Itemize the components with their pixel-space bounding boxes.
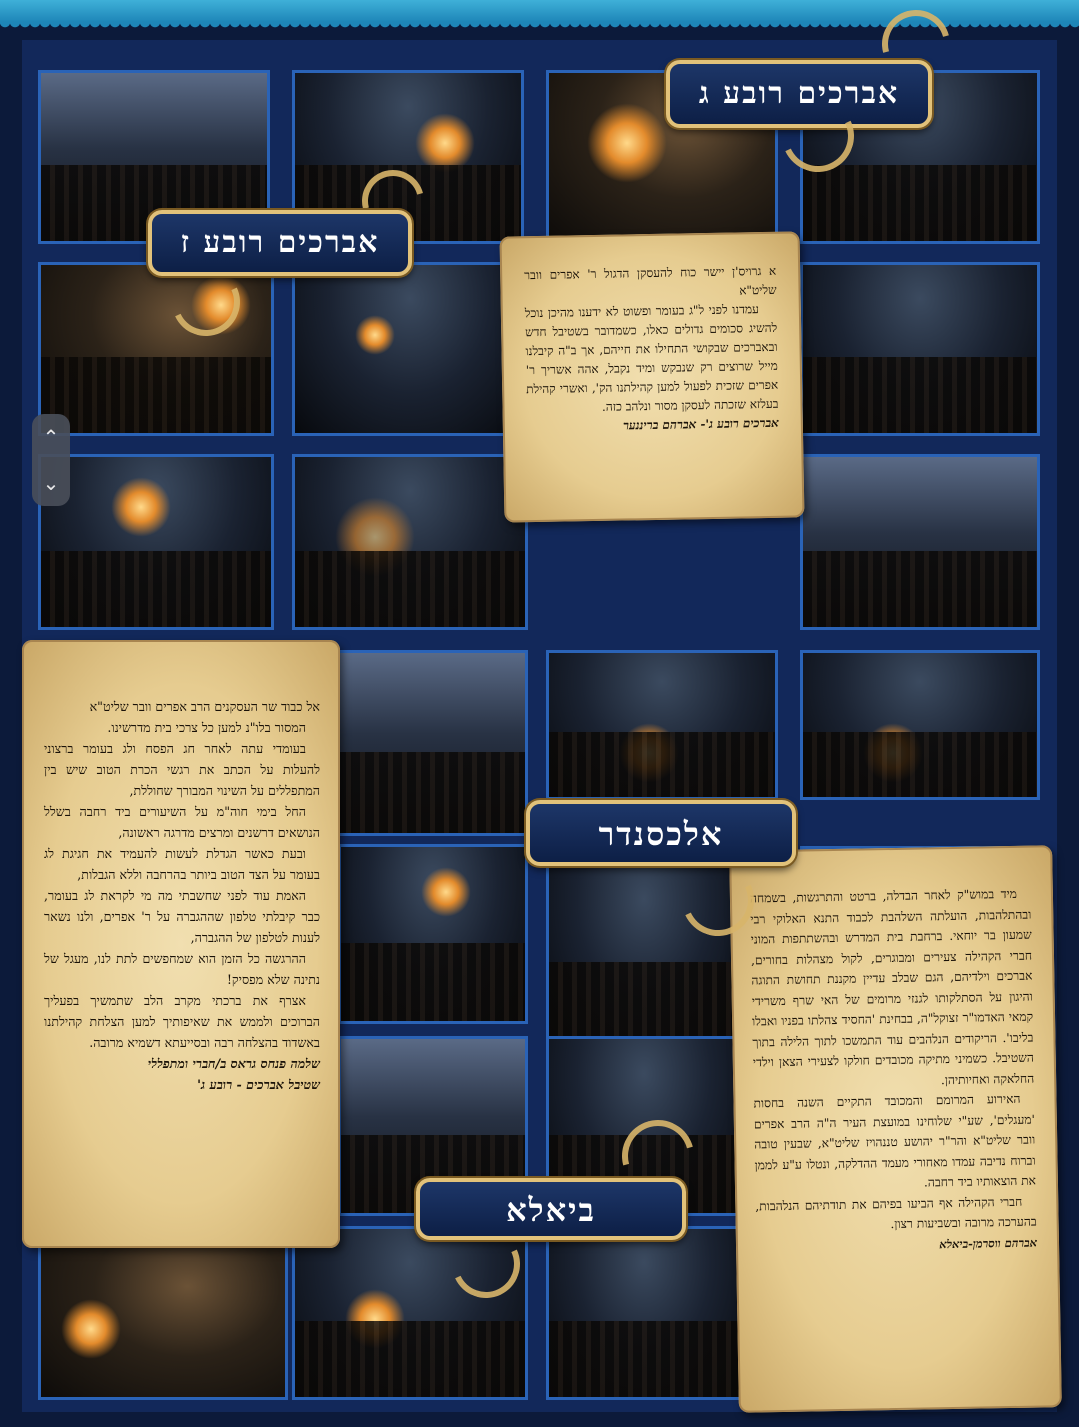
letter-scroll-right [729,845,1062,1413]
scroll-left-para-4: החל בימי חוה"מ על השיעורים ביד רחבה בשלל הנושאים דרשנים ומרצים מדרגה ראשונה, [44,804,320,840]
photo-torch-lighting [38,454,274,630]
scroll-left-para-6: האמת עוד לפני שחשבתי מה מי לקראת לג בעומר, כבר קיבלתי טלפון שההגברה על ר' אפרים, ולנו נשאר לענות לטלפון של ההגברה, [44,888,320,945]
scroll-top-para-2: עמדנו לפני ל"ג בעומר ופשוט לא ידענו מהיכן נוכל להשיג סכומים גדולים כאלו, כשמדובר בשטיבל חדש ובאברכים שבקושי התחילו את חייהם, אך ב"ה קיבלנו מייל שרוצים רק שנבקש ומיד נקבל, אהה אשריך ר' אפרים שזכית לפעול למען קהילתנו הק', ואשרי קהילת בעלזא שזכתה לעסקן מסור ונלהב כזה. [524,302,779,414]
banner-avreichim-g-text: אברכים רובע ג [698,76,900,111]
banner-avreichim-z [148,210,412,276]
photo-yard-equipment [292,262,528,436]
scroll-right-para-2: האירוע המרומם והמכובד התקיים השנה בחסות 'מעגלים', שע"י שלוחינו במועצת העיר ה"ה הרב אפרים וובר שליט"א והר"ר יהושע טננהויז שליט"א, שבעין טובה וברוח נדיבה עמדו מאחורי מעמד ההדלקה, ונטלו ע"ע לממן את הוצאותיו ביד רחבה. [753,1091,1037,1190]
scroll-left-para-1: אל כבוד שר העסקנים הרב אפרים וובר שליט"א [89,699,320,714]
scroll-left-para-7: ההרגשה כל הזמן הוא שמחפשים לתת לנו, מעגל של נתינה שלא מפסיק! [44,951,320,987]
scroll-top-para-1: א גרויס'ן יישר כוח להעסקן הדגול ר' אפרים וובר שליט"א [524,263,777,298]
banner-biala [416,1178,686,1240]
photo-keyboard-player [38,1236,288,1400]
scroll-up-button[interactable] [32,414,70,460]
photo-bonfire-banner-a [546,650,778,800]
scroll-left-signature-2: שטיבל אברכים - רובע ג' [197,1077,320,1092]
scroll-left-para-3: בעומדי עתה לאחר חג הפסח ולג בעומר ברצוני להעלות על הכתב את רגשי הכרת הטוב שיש בין המתפללים על השינוי המבורך שחוללת, [44,741,320,798]
photo-dancing-boy [546,1226,742,1400]
scroll-top-signature: אברכים רובע ג'- אברהם בריננער [622,415,779,433]
photo-stage-musicians [38,262,274,436]
photo-fire-pile-crowd [338,844,528,1024]
scroll-left-para-5: ובעת כאשר הגדלת לעשות להעמיד את חגיגת לג בעומר על הצד הטוב ביותר בהרחבה וללא הגבלות, [44,846,320,882]
chevron-up-icon: ⌃ [42,425,60,449]
photo-lighting-bonfire-pile [292,454,528,630]
banner-alexander-text: אלכסנדר [598,815,724,853]
letter-scroll-top [500,231,805,522]
newspaper-page [22,40,1057,1412]
photo-bonfire-banner-b [800,650,1040,800]
scroll-right-para-1: מיד במוש"ק לאחר הבדלה, ברטט והתרגשות, בשמחה ובהתלהבות, הועלתה השלהבת לכבוד התנא האלוקי רבי שמעון בר יוחאי. ברחבת בית המדרש ובהשתתפות המוני חברי הקהילה צעירים ומבוגרים, לקול מצהלות בחורים, אברכים וילדיהם, הגם שבלב עדיין מקננת תחושת התוגה והיגון על הסתלקותו לגנזי מרומים של האי שרף משרידי קמאי האדמו"ר זצוקל"ה, בבחינת 'החסיד צהלתו בפניו ואבלו בליבו'. הריקודים הנלהבים עוד התמשכו לתוך הלילה בתוך השטיבל. כשמיני מתיקה מכובדים חולקו לצעירי הצאן וילדי החלאקה ואחיותיהן. [749,886,1035,1087]
scroll-right-para-3: חברי הקהילה אף הביעו בפיהם את תודתיהם הנלהבות, בהערכה מרובה ובשביעות רצון. [755,1194,1037,1232]
scroll-right-signature: אברהם ווסרמן-ביאלא [939,1235,1038,1251]
photo-dance-street-lights [800,454,1040,630]
banner-avreichim-z-text: אברכים רובע ז [180,225,380,260]
chevron-down-icon: ⌄ [42,471,60,495]
page-nav-controls [32,414,70,506]
scroll-left-para-8: אצרף את ברכתי מקרב הלב שתמשיך בפעליך הברוכים ולממש את שאיפותיך למען הצלחת קהילתנו באשדוד בהצלחה רבה ובסייעתא דשמיא מרובה. [44,993,320,1050]
scroll-left-para-2: המסור בלו"נ למען כל צרכי בית מדרשינו. [107,720,306,735]
photo-dancing-fence [800,262,1040,436]
letter-scroll-left [22,640,340,1248]
banner-biala-text: ביאלא [506,1191,596,1229]
banner-alexander [526,800,796,866]
scroll-left-signature-1: שלמה פנחס גראס ב/חברי ומתפללי [147,1056,320,1071]
scroll-down-button[interactable] [32,460,70,506]
